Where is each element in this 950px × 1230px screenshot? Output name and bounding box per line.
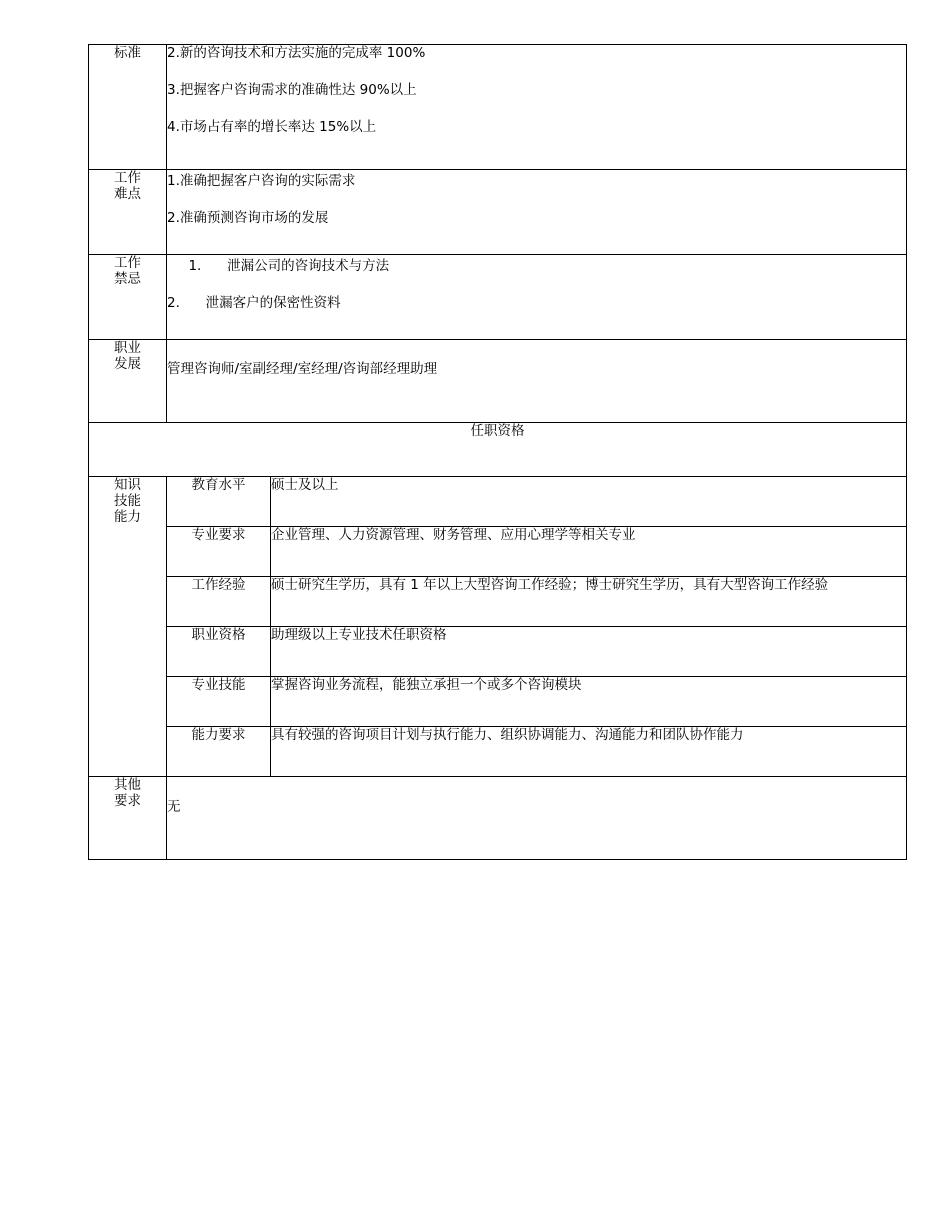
qualification-value: 掌握咨询业务流程，能独立承担一个或多个咨询模块 (271, 677, 907, 727)
qualification-row (89, 627, 907, 677)
qualification-row (89, 677, 907, 727)
difficulties-row (89, 170, 907, 255)
career-content (167, 340, 907, 423)
qualification-row (89, 477, 907, 527)
difficulties-content (167, 170, 907, 255)
qualification-label: 职业资格 (167, 627, 271, 677)
career-row (89, 340, 907, 423)
prohibitions-content (167, 255, 907, 340)
job-description-table (88, 44, 907, 860)
section-title: 任职资格 (89, 423, 907, 477)
qualification-value: 硕士及以上 (271, 477, 907, 527)
other-row (89, 777, 907, 860)
qualification-row (89, 527, 907, 577)
qualification-label: 专业技能 (167, 677, 271, 727)
other-text: 无 (167, 799, 181, 815)
qualification-value: 硕士研究生学历，具有 1 年以上大型咨询工作经验；博士研究生学历，具有大型咨询工作经验 (271, 577, 907, 627)
standards-label: 标准 (89, 45, 167, 170)
qualification-row (89, 577, 907, 627)
prohibition-item: 2. 泄漏客户的保密性资料 (167, 295, 341, 312)
qualification-label: 专业要求 (167, 527, 271, 577)
career-label: 职业 发展 (89, 340, 167, 423)
qualification-value: 企业管理、人力资源管理、财务管理、应用心理学等相关专业 (271, 527, 907, 577)
standards-item: 2.新的咨询技术和方法实施的完成率 100% (167, 45, 426, 61)
career-text: 管理咨询师/室副经理/室经理/咨询部经理助理 (167, 361, 438, 377)
qualification-label: 工作经验 (167, 577, 271, 627)
prohibitions-row (89, 255, 907, 340)
qualifications-group-label: 知识 技能 能力 (89, 477, 167, 777)
qualification-label: 教育水平 (167, 477, 271, 527)
difficulty-item: 1.准确把握客户咨询的实际需求 (167, 173, 356, 189)
difficulties-label: 工作 难点 (89, 170, 167, 255)
prohibitions-label: 工作 禁忌 (89, 255, 167, 340)
qualification-value: 具有较强的咨询项目计划与执行能力、组织协调能力、沟通能力和团队协作能力 (271, 727, 907, 777)
other-content (167, 777, 907, 860)
qualification-label: 能力要求 (167, 727, 271, 777)
qualifications-title-row (89, 423, 907, 477)
prohibition-item: 1. 泄漏公司的咨询技术与方法 (167, 258, 390, 274)
qualification-value: 助理级以上专业技术任职资格 (271, 627, 907, 677)
other-label: 其他 要求 (89, 777, 167, 860)
standards-item: 3.把握客户咨询需求的准确性达 90%以上 (167, 82, 417, 99)
standards-content (167, 45, 907, 170)
qualification-row (89, 727, 907, 777)
standards-row (89, 45, 907, 170)
standards-item: 4.市场占有率的增长率达 15%以上 (167, 119, 377, 136)
difficulty-item: 2.准确预测咨询市场的发展 (167, 210, 329, 227)
